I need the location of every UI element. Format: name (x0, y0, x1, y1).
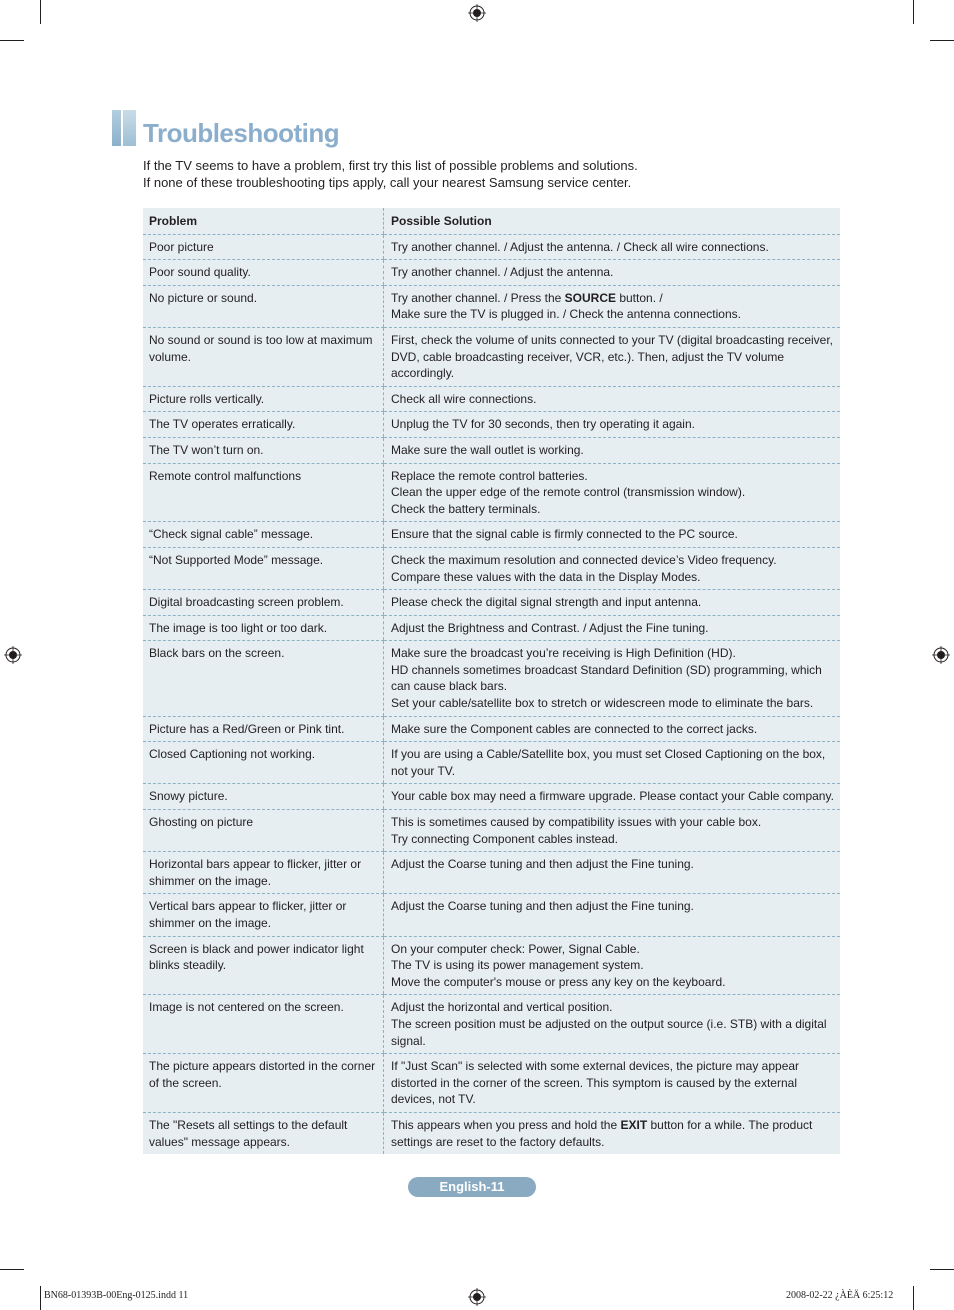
solution-line (391, 239, 834, 256)
solution-text: Make sure the broadcast you’re receiving is High Definition (HD). (391, 646, 736, 661)
troubleshooting-table (143, 208, 840, 1154)
solution-text: Adjust the Coarse tuning and then adjust the Fine tuning. (391, 899, 694, 914)
solution-cell (384, 852, 841, 894)
solution-line (391, 788, 834, 805)
solution-text: If you are using a Cable/Satellite box, you must set Closed Captioning on the box, not your TV. (391, 747, 826, 778)
table-row (143, 742, 840, 784)
solution-line (391, 814, 834, 831)
solution-cell (384, 742, 841, 784)
table-row (143, 936, 840, 995)
table-row (143, 260, 840, 286)
solution-line (391, 484, 834, 501)
solution-line (391, 941, 834, 958)
solution-text: This is sometimes caused by compatibility issues with your cable box. (391, 815, 762, 830)
solution-text: Clean the upper edge of the remote control (transmission window). (391, 485, 746, 500)
page-number-badge: English-11 (408, 1177, 536, 1197)
solution-text: Make sure the TV is plugged in. / Check the antenna connections. (391, 307, 741, 322)
table-row (143, 547, 840, 589)
table-row (143, 463, 840, 522)
problem-cell: Image is not centered on the screen. (143, 995, 384, 1054)
problem-cell: Black bars on the screen. (143, 641, 384, 716)
solution-text: button for a while. The product settings are reset to the factory defaults. (391, 1117, 813, 1149)
solution-text: Set your cable/satellite box to stretch or widescreen mode to eliminate the bars. (391, 696, 814, 711)
solution-line (391, 746, 834, 779)
solution-line (391, 645, 834, 662)
problem-cell: The "Resets all settings to the default values" message appears. (149, 1117, 348, 1149)
problem-cell: The TV won’t turn on. (143, 437, 384, 463)
solution-cell (384, 260, 841, 286)
solution-cell (384, 784, 841, 810)
crop-mark (40, 1286, 41, 1310)
solution-line (391, 552, 834, 569)
problem-cell: Snowy picture. (143, 784, 384, 810)
solution-line (391, 501, 834, 518)
table-row (143, 386, 840, 412)
solution-line (391, 957, 834, 974)
solution-line (391, 416, 834, 433)
table-row (143, 234, 840, 260)
solution-cell (384, 716, 841, 742)
solution-line (391, 332, 834, 382)
solution-text: Replace the remote control batteries. (391, 468, 588, 483)
problem-cell: The picture appears distorted in the corner of the screen. (143, 1054, 384, 1113)
solution-text: Make sure the Component cables are connected to the correct jacks. (391, 721, 758, 736)
solution-cell (384, 547, 841, 589)
title-accent-bar (112, 110, 136, 146)
solution-text: First, check the volume of units connected to your TV (digital broadcasting receiver, DVD, cable broadcasting receiver, VCR, etc.). Then, adjust the TV volume accordingly. (391, 332, 833, 381)
print-slug-left: BN68-01393B-00Eng-0125.indd 11 (44, 1290, 189, 1301)
button-name-text: EXIT (620, 1117, 648, 1132)
solution-line (391, 620, 834, 637)
table-row (143, 894, 840, 936)
table-row (143, 852, 840, 894)
solution-text: Check all wire connections. (391, 391, 537, 406)
problem-cell: Closed Captioning not working. (143, 742, 384, 784)
solution-text: Ensure that the signal cable is firmly connected to the PC source. (391, 527, 738, 542)
solution-line (391, 526, 834, 543)
solution-line (391, 1016, 834, 1049)
solution-text: Compare these values with the data in the Display Modes. (391, 569, 701, 584)
solution-text: Try another channel. / Adjust the antenna. (391, 265, 614, 280)
table-row (143, 285, 840, 327)
problem-cell: Vertical bars appear to flicker, jitter or shimmer on the image. (143, 894, 384, 936)
crop-mark (40, 0, 41, 24)
solution-cell (384, 412, 841, 438)
solution-text: On your computer check: Power, Signal Cable. (391, 941, 640, 956)
solution-cell (384, 590, 841, 616)
crop-mark (0, 40, 24, 41)
solution-text: Your cable box may need a firmware upgrade. Please contact your Cable company. (391, 789, 834, 804)
solution-cell (384, 810, 841, 852)
solution-line (391, 290, 834, 307)
solution-text: Try another channel. / Press the (391, 290, 565, 305)
solution-text: Check the battery terminals. (391, 501, 541, 516)
solution-line (391, 264, 834, 281)
solution-cell (384, 615, 841, 641)
registration-mark-icon (932, 646, 950, 664)
solution-line (391, 856, 834, 873)
solution-text: Move the computer's mouse or press any key on the keyboard. (391, 974, 726, 989)
problem-cell: Poor sound quality. (143, 260, 384, 286)
table-row (143, 1112, 840, 1154)
solution-text: Make sure the wall outlet is working. (391, 442, 584, 457)
print-slug-right: 2008-02-22 ¿ÀÈÄ 6:25:12 (786, 1290, 894, 1301)
solution-text: Try another channel. / Adjust the antenna. / Check all wire connections. (391, 239, 769, 254)
crop-mark (913, 0, 914, 24)
problem-cell: Poor picture (143, 234, 384, 260)
solution-cell (384, 894, 841, 936)
problem-cell: The image is too light or too dark. (143, 615, 384, 641)
solution-cell (384, 936, 841, 995)
solution-cell (384, 463, 841, 522)
solution-line (391, 999, 834, 1016)
solution-line (391, 594, 834, 611)
intro-line: If the TV seems to have a problem, first try this list of possible problems and solutions. (143, 158, 638, 173)
problem-cell: Ghosting on picture (143, 810, 384, 852)
solution-text: The screen position must be adjusted on the output source (i.e. STB) with a digital signal. (391, 1016, 827, 1048)
page-title: Troubleshooting (143, 118, 340, 148)
solution-text: Adjust the Brightness and Contrast. / Adjust the Fine tuning. (391, 620, 709, 635)
crop-mark (930, 1269, 954, 1270)
table-row (143, 590, 840, 616)
table-row (143, 995, 840, 1054)
column-header-solution: Possible Solution (384, 208, 841, 234)
solution-cell (384, 1054, 841, 1113)
problem-cell: No sound or sound is too low at maximum volume. (143, 327, 384, 386)
table-row (143, 327, 840, 386)
solution-cell (384, 285, 841, 327)
table-row (143, 784, 840, 810)
solution-text: Check the maximum resolution and connected device’s Video frequency. (391, 552, 777, 567)
solution-text: Try connecting Component cables instead. (391, 831, 619, 846)
solution-cell (384, 641, 841, 716)
registration-mark-icon (468, 4, 486, 22)
problem-cell: Picture has a Red/Green or Pink tint. (143, 716, 384, 742)
solution-line (391, 974, 834, 991)
crop-mark (930, 40, 954, 41)
solution-cell (384, 437, 841, 463)
table-row (143, 716, 840, 742)
solution-text: HD channels sometimes broadcast Standard Definition (SD) programming, which can cause black bars. (391, 662, 822, 694)
solution-text: This appears when you press and hold the (391, 1117, 621, 1132)
table-row (143, 641, 840, 716)
problem-cell: “Check signal cable” message. (143, 522, 384, 548)
solution-line (391, 1058, 834, 1108)
solution-line (391, 391, 834, 408)
crop-mark (913, 1286, 914, 1310)
button-name-text: SOURCE (564, 290, 616, 305)
problem-cell: “Not Supported Mode” message. (143, 547, 384, 589)
solution-line (391, 721, 834, 738)
solution-cell (384, 386, 841, 412)
solution-line (391, 1117, 834, 1150)
problem-cell: The TV operates erratically. (143, 412, 384, 438)
intro-text (143, 157, 843, 191)
problem-cell: Screen is black and power indicator light blinks steadily. (143, 936, 384, 995)
solution-text: button. / (616, 290, 663, 305)
solution-text: Unplug the TV for 30 seconds, then try operating it again. (391, 417, 695, 432)
solution-text: The TV is using its power management system. (391, 958, 644, 973)
problem-cell: No picture or sound. (143, 285, 384, 327)
solution-line (391, 662, 834, 695)
solution-text: If "Just Scan" is selected with some external devices, the picture may appear distorted in the corner of the screen. This symptom is caused by the external devices, not TV. (391, 1059, 800, 1107)
solution-cell (384, 327, 841, 386)
solution-text: Adjust the Coarse tuning and then adjust the Fine tuning. (391, 857, 694, 872)
problem-cell: Remote control malfunctions (143, 463, 384, 522)
crop-mark (0, 1269, 24, 1270)
solution-line (391, 306, 834, 323)
registration-mark-icon (468, 1288, 486, 1306)
problem-cell: Picture rolls vertically. (143, 386, 384, 412)
table-row (143, 522, 840, 548)
solution-line (391, 898, 834, 915)
table-row (143, 615, 840, 641)
solution-text: Adjust the horizontal and vertical position. (391, 1000, 613, 1015)
table-row (143, 437, 840, 463)
solution-line (391, 569, 834, 586)
solution-cell (384, 522, 841, 548)
solution-cell (384, 234, 841, 260)
problem-cell: Digital broadcasting screen problem. (143, 590, 384, 616)
solution-line (391, 442, 834, 459)
solution-text: Please check the digital signal strength and input antenna. (391, 595, 702, 610)
solution-cell (384, 995, 841, 1054)
problem-cell: Horizontal bars appear to flicker, jitter or shimmer on the image. (143, 852, 384, 894)
registration-mark-icon (4, 646, 22, 664)
solution-line (391, 695, 834, 712)
table-row (143, 1054, 840, 1113)
table-row (143, 412, 840, 438)
intro-line: If none of these troubleshooting tips apply, call your nearest Samsung service center. (143, 175, 632, 190)
solution-line (391, 468, 834, 485)
table-row (143, 810, 840, 852)
solution-cell (384, 1112, 841, 1154)
solution-line (391, 831, 834, 848)
table-header-row (143, 208, 840, 234)
column-header-problem: Problem (143, 208, 384, 234)
table-body (143, 234, 840, 1154)
